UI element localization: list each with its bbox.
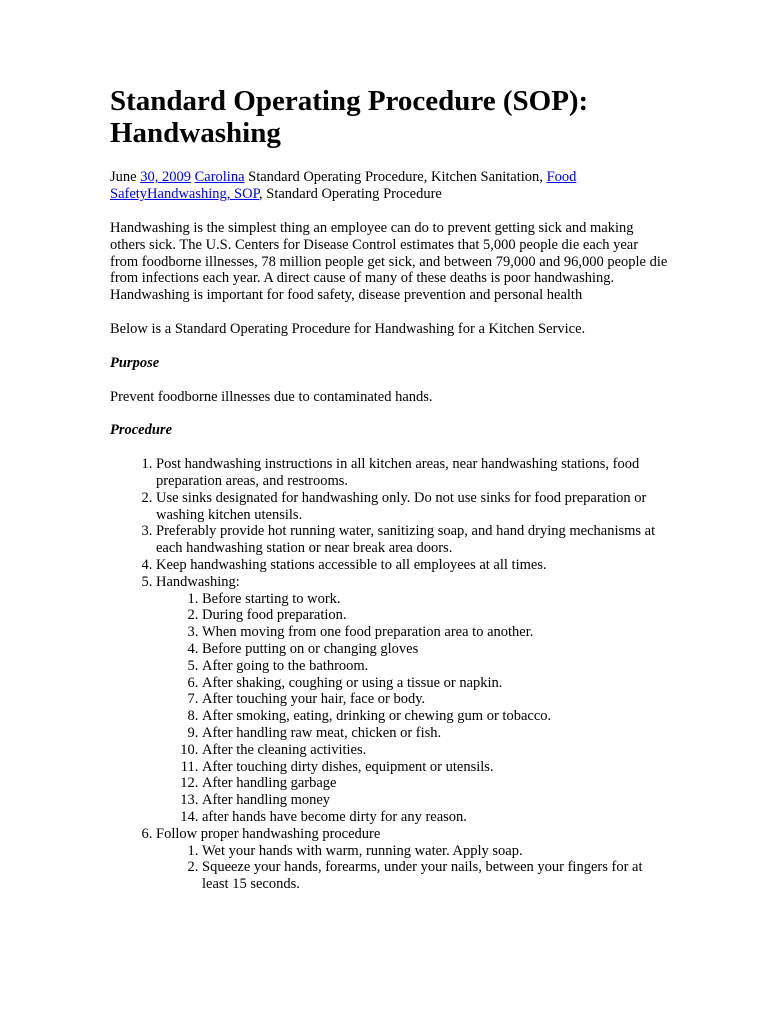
procedure-heading: Procedure [110,422,173,439]
procedure-item-4 [156,557,668,574]
list-item: 1. Wet your hands with warm, running water. Apply soap. [202,843,668,860]
list-item: 1. Before starting to work. [202,591,668,608]
procedure-item-text: Preferably provide hot running water, sanitizing soap, and hand drying mechanisms at each handwashing station or near break area doors. [156,523,656,557]
tag-link-safety-handwashing-sop[interactable]: SafetyHandwashing, SOP [110,186,260,202]
list-item: 14. after hands have become dirty for any reason. [202,809,668,826]
handwashing-steps-list [156,843,668,893]
list-item: 13. After handling money [202,792,668,809]
handwashing-occasions-list [156,591,668,826]
procedure-item-1 [156,456,668,490]
list-item: 4. Before putting on or changing gloves [202,641,668,658]
list-item: 3. When moving from one food preparation area to another. [202,624,668,641]
tag-text-sop: , Standard Operating [259,186,380,202]
post-date-link[interactable]: 30, 2009 [140,169,191,185]
post-author-link[interactable]: Carolina [194,169,245,185]
tag-link-food[interactable]: Food [546,169,577,185]
post-meta [110,169,668,203]
procedure-item-text: Handwashing: [156,573,240,590]
procedure-item-text: Keep handwashing stations accessible to all employees at all times. [156,556,547,573]
list-item: 10. After the cleaning activities. [202,742,668,759]
list-item: 11. After touching dirty dishes, equipment or utensils. [202,759,668,776]
list-item: 5. After going to the bathroom. [202,658,668,675]
list-item: 2. During food preparation. [202,607,668,624]
purpose-text: Prevent foodborne illnesses due to contaminated hands. [110,388,433,405]
page-title: Standard Operating Procedure (SOP): Handwashing [110,85,589,149]
list-item: 6. After shaking, coughing or using a tissue or napkin. [202,675,668,692]
procedure-list [110,456,668,893]
intro-paragraph: Handwashing is the simplest thing an employee can do to prevent getting sick and making others sick. The U.S. Centers for Disease Control estimates that 5,000 people die each year from foodborne illnesses, 78 million people get sick, and between 79,000 and 96,000 people die from infections each year. A direct cause of many of these deaths is poor handwashing. Handwashing is important for food safety, disease prevention and personal health [110,220,668,304]
list-item: 8. After smoking, eating, drinking or chewing gum or tobacco. [202,708,668,725]
purpose-heading: Purpose [110,354,160,371]
category-text-1b: Procedure, Kitchen [364,169,477,185]
below-paragraph: Below is a Standard Operating Procedure for Handwashing for a Kitchen Service. [110,320,586,337]
list-item: 12. After handling garbage [202,775,668,792]
category-text-2: Sanitation, [480,169,543,185]
procedure-item-2 [156,490,668,524]
list-item: 9. After handling raw meat, chicken or fish. [202,725,668,742]
list-item: 7. After touching your hair, face or body. [202,691,668,708]
procedure-item-text: Post handwashing instructions in all kitchen areas, near handwashing stations, food preparation areas, and restrooms. [156,456,640,489]
procedure-item-6 [156,826,668,893]
list-item: 2. Squeeze your hands, forearms, under your nails, between your fingers for at least 15 seconds. [202,859,668,893]
procedure-item-3 [156,523,668,557]
procedure-item-text: Use sinks designated for handwashing only. Do not use sinks for food preparation or washing kitchen utensils. [156,489,647,523]
post-month: June [110,169,137,185]
category-text-1: Standard Operating [248,169,362,185]
tag-text-procedure: Procedure [383,186,442,202]
procedure-item-text: Follow proper handwashing procedure [156,825,381,842]
procedure-item-5 [156,574,668,826]
